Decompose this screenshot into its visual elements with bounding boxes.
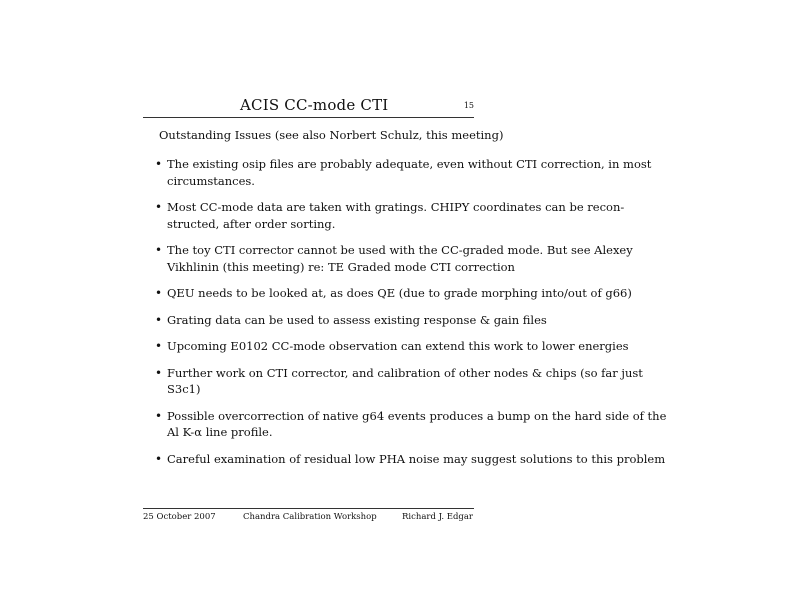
- footer-workshop: Chandra Calibration Workshop: [243, 512, 377, 522]
- bullet-item: • Possible overcorrection of native g64 events produces a bump on the hard side of the Al K-α line profile.: [155, 408, 675, 441]
- bullet-item: • QEU needs to be looked at, as does QE (due to grade morphing into/out of g66): [155, 285, 675, 302]
- intro-heading: Outstanding Issues (see also Norbert Schulz, this meeting): [159, 128, 504, 142]
- bullet-item: • Careful examination of residual low PHA noise may suggest solutions to this problem: [155, 451, 675, 468]
- bullet-item: • The existing osip files are probably adequate, even without CTI correction, in most circumstances.: [155, 156, 675, 189]
- footer-rule: [143, 508, 474, 509]
- header-rule: [143, 117, 474, 118]
- slide-title: ACIS CC-mode CTI: [240, 96, 389, 114]
- page-number: 15: [463, 101, 474, 110]
- bullet-item: • The toy CTI corrector cannot be used with the CC-graded mode. But see Alexey Vikhlinin (this meeting) re: TE Graded mode CTI correction: [155, 242, 675, 275]
- footer-date: 25 October 2007: [143, 512, 216, 522]
- bullet-item: • Most CC-mode data are taken with gratings. CHIPY coordinates can be recon- structed, after order sorting.: [155, 199, 675, 232]
- bullet-item: • Further work on CTI corrector, and calibration of other nodes & chips (so far just S3c1): [155, 365, 675, 398]
- bullet-item: • Upcoming E0102 CC-mode observation can extend this work to lower energies: [155, 338, 675, 355]
- footer-author: Richard J. Edgar: [402, 512, 473, 522]
- bullet-list: [155, 156, 675, 477]
- slide-header: [143, 96, 474, 118]
- bullet-item: • Grating data can be used to assess existing response & gain files: [155, 312, 675, 329]
